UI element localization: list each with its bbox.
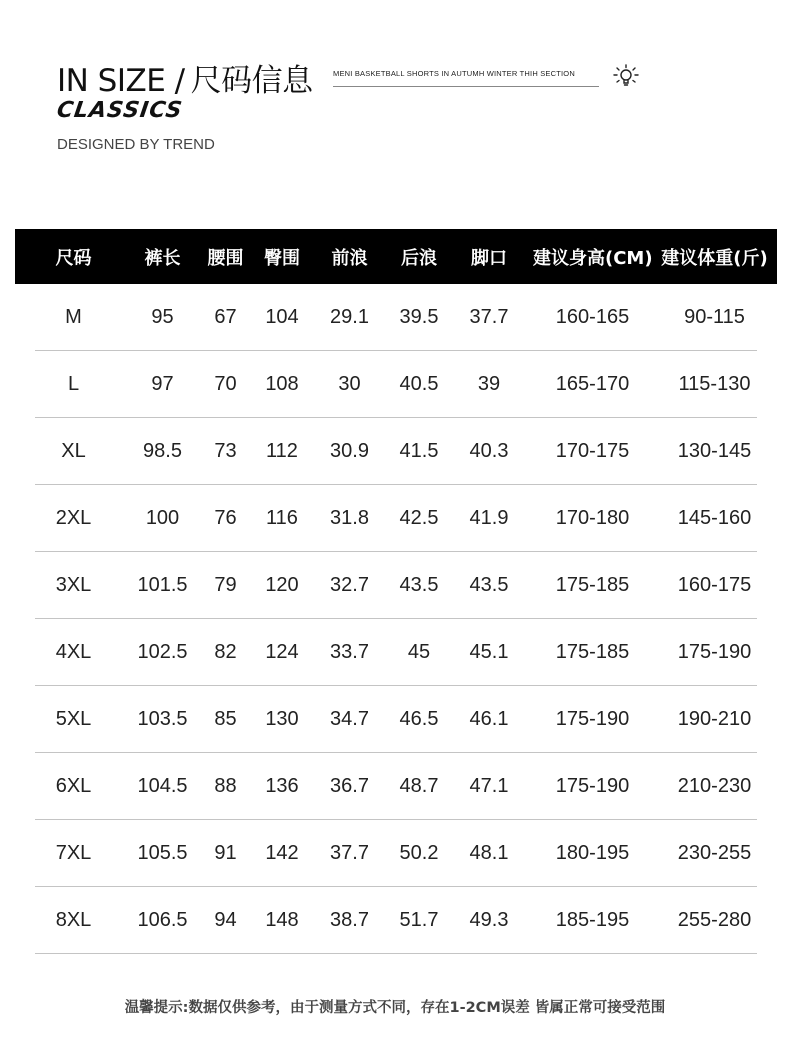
table-cell: 170-180: [555, 507, 630, 529]
size-cell: 2XL: [55, 507, 92, 529]
column-header: 臀围: [264, 247, 300, 269]
table-cell: 37.7: [330, 842, 369, 864]
table-cell: 67: [214, 306, 237, 328]
table-cell: 105.5: [137, 842, 188, 864]
table-cell: 41.5: [399, 440, 439, 462]
table-cell: 30.9: [330, 440, 369, 462]
table-cell: 175-185: [555, 574, 630, 596]
row-divider: [35, 484, 757, 485]
table-cell: 85: [214, 708, 237, 730]
table-cell: 97: [151, 373, 174, 395]
table-body: [15, 284, 777, 954]
table-cell: 48.7: [399, 775, 439, 797]
column-header: 脚口: [471, 247, 507, 269]
table-cell: 40.5: [399, 373, 439, 395]
lightbulb-icon: [611, 63, 641, 89]
row-divider: [35, 886, 757, 887]
table-cell: 34.7: [330, 708, 369, 730]
table-row: [15, 284, 777, 351]
table-row: [15, 619, 777, 686]
table-cell: 42.5: [399, 507, 439, 529]
table-cell: 130: [265, 708, 299, 730]
table-cell: 45: [407, 641, 431, 663]
table-cell: 103.5: [137, 708, 188, 730]
table-cell: 190-210: [677, 708, 752, 730]
table-cell: 88: [214, 775, 237, 797]
table-cell: 30: [338, 373, 361, 395]
table-cell: 175-185: [555, 641, 630, 663]
table-cell: 136: [265, 775, 299, 797]
column-header: 尺码: [55, 247, 92, 269]
size-cell: 4XL: [55, 641, 92, 663]
table-cell: 38.7: [330, 909, 369, 931]
row-divider: [35, 752, 757, 753]
size-cell: XL: [61, 440, 86, 462]
table-cell: 45.1: [469, 641, 509, 663]
table-cell: 106.5: [137, 909, 188, 931]
table-cell: 36.7: [330, 775, 369, 797]
table-row: [15, 686, 777, 753]
table-cell: 82: [214, 641, 237, 663]
table-cell: 116: [266, 507, 298, 529]
row-divider: [35, 819, 757, 820]
row-divider: [35, 417, 757, 418]
column-header: 裤长: [144, 247, 181, 269]
table-cell: 175-190: [677, 641, 752, 663]
table-cell: 230-255: [677, 842, 752, 864]
table-cell: 104: [265, 306, 299, 328]
column-header: 建议体重(斤): [661, 247, 768, 269]
table-cell: 255-280: [677, 909, 752, 931]
size-cell: 3XL: [55, 574, 92, 596]
table-row: [15, 485, 777, 552]
column-header: 前浪: [331, 247, 368, 269]
table-row: [15, 820, 777, 887]
table-cell: 43.5: [469, 574, 509, 596]
table-cell: 46.1: [469, 708, 509, 730]
table-cell: 108: [265, 373, 299, 395]
table-cell: 79: [214, 574, 237, 596]
table-cell: 100: [145, 507, 180, 529]
table-cell: 91: [214, 842, 237, 864]
table-cell: 70: [214, 373, 237, 395]
table-cell: 31.8: [330, 507, 369, 529]
table-cell: 165-170: [555, 373, 630, 395]
table-cell: 94: [214, 909, 237, 931]
table-cell: 39.5: [399, 306, 439, 328]
table-cell: 180-195: [555, 842, 630, 864]
table-cell: 90-115: [684, 306, 745, 328]
table-cell: 115-130: [678, 373, 751, 395]
table-cell: 120: [265, 574, 299, 596]
table-cell: 148: [265, 909, 299, 931]
table-cell: 41.9: [469, 507, 509, 529]
size-cell: 8XL: [55, 909, 92, 931]
table-cell: 32.7: [330, 574, 369, 596]
table-cell: 37.7: [469, 306, 509, 328]
size-cell: 7XL: [55, 842, 92, 864]
row-divider: [35, 618, 757, 619]
table-row: [15, 552, 777, 619]
table-cell: 130-145: [677, 440, 752, 462]
table-cell: 76: [214, 507, 237, 529]
table-cell: 73: [214, 440, 237, 462]
page-title: [57, 55, 313, 100]
table-row: [15, 418, 777, 485]
table-cell: 46.5: [399, 708, 439, 730]
table-row: [15, 753, 777, 820]
row-divider: [35, 953, 757, 954]
table-cell: 47.1: [469, 775, 509, 797]
table-cell: 40.3: [469, 440, 509, 462]
tagline-underline: [333, 86, 599, 87]
size-cell: 5XL: [55, 708, 92, 730]
table-cell: 160-175: [677, 574, 752, 596]
size-cell: 6XL: [55, 775, 92, 797]
table-cell: 175-190: [555, 708, 630, 730]
classics-wordmark: CLASSICS: [55, 98, 185, 123]
table-cell: 29.1: [330, 306, 369, 328]
size-table: [15, 229, 777, 954]
title-en: IN SIZE /: [57, 63, 185, 99]
table-row: [15, 351, 777, 418]
table-header-row: [15, 229, 777, 284]
table-cell: 95: [151, 306, 174, 328]
table-cell: 48.1: [469, 842, 509, 864]
table-cell: 112: [266, 440, 298, 462]
title-cn: 尺码信息: [190, 63, 313, 99]
column-header: 腰围: [207, 247, 244, 269]
designed-by-text: DESIGNED BY TREND: [57, 136, 215, 153]
size-cell: L: [67, 373, 80, 395]
table-cell: 175-190: [555, 775, 630, 797]
table-cell: 51.7: [399, 909, 439, 931]
table-cell: 33.7: [330, 641, 369, 663]
table-cell: 142: [265, 842, 299, 864]
table-cell: 210-230: [677, 775, 752, 797]
table-cell: 50.2: [399, 842, 439, 864]
table-cell: 104.5: [137, 775, 188, 797]
table-cell: 124: [265, 641, 299, 663]
row-divider: [35, 350, 757, 351]
table-row: [15, 887, 777, 954]
table-cell: 145-160: [677, 507, 752, 529]
table-cell: 170-175: [555, 440, 630, 462]
table-cell: 185-195: [555, 909, 630, 931]
column-header: 后浪: [401, 247, 437, 269]
table-cell: 160-165: [555, 306, 630, 328]
footer-note: 温馨提示:数据仅供参考，由于测量方式不同，存在1-2CM误差 皆属正常可接受范围: [124, 1000, 666, 1016]
table-cell: 43.5: [399, 574, 439, 596]
row-divider: [35, 685, 757, 686]
table-cell: 39: [477, 373, 501, 395]
column-header: 建议身高(CM): [533, 247, 653, 269]
tagline: MENI BASKETBALL SHORTS IN AUTUMH WINTER THIH SECTION: [333, 69, 575, 78]
table-cell: 49.3: [469, 909, 509, 931]
row-divider: [35, 551, 757, 552]
table-cell: 98.5: [143, 440, 182, 462]
size-cell: M: [65, 306, 82, 328]
table-cell: 101.5: [137, 574, 188, 596]
table-cell: 102.5: [137, 641, 188, 663]
